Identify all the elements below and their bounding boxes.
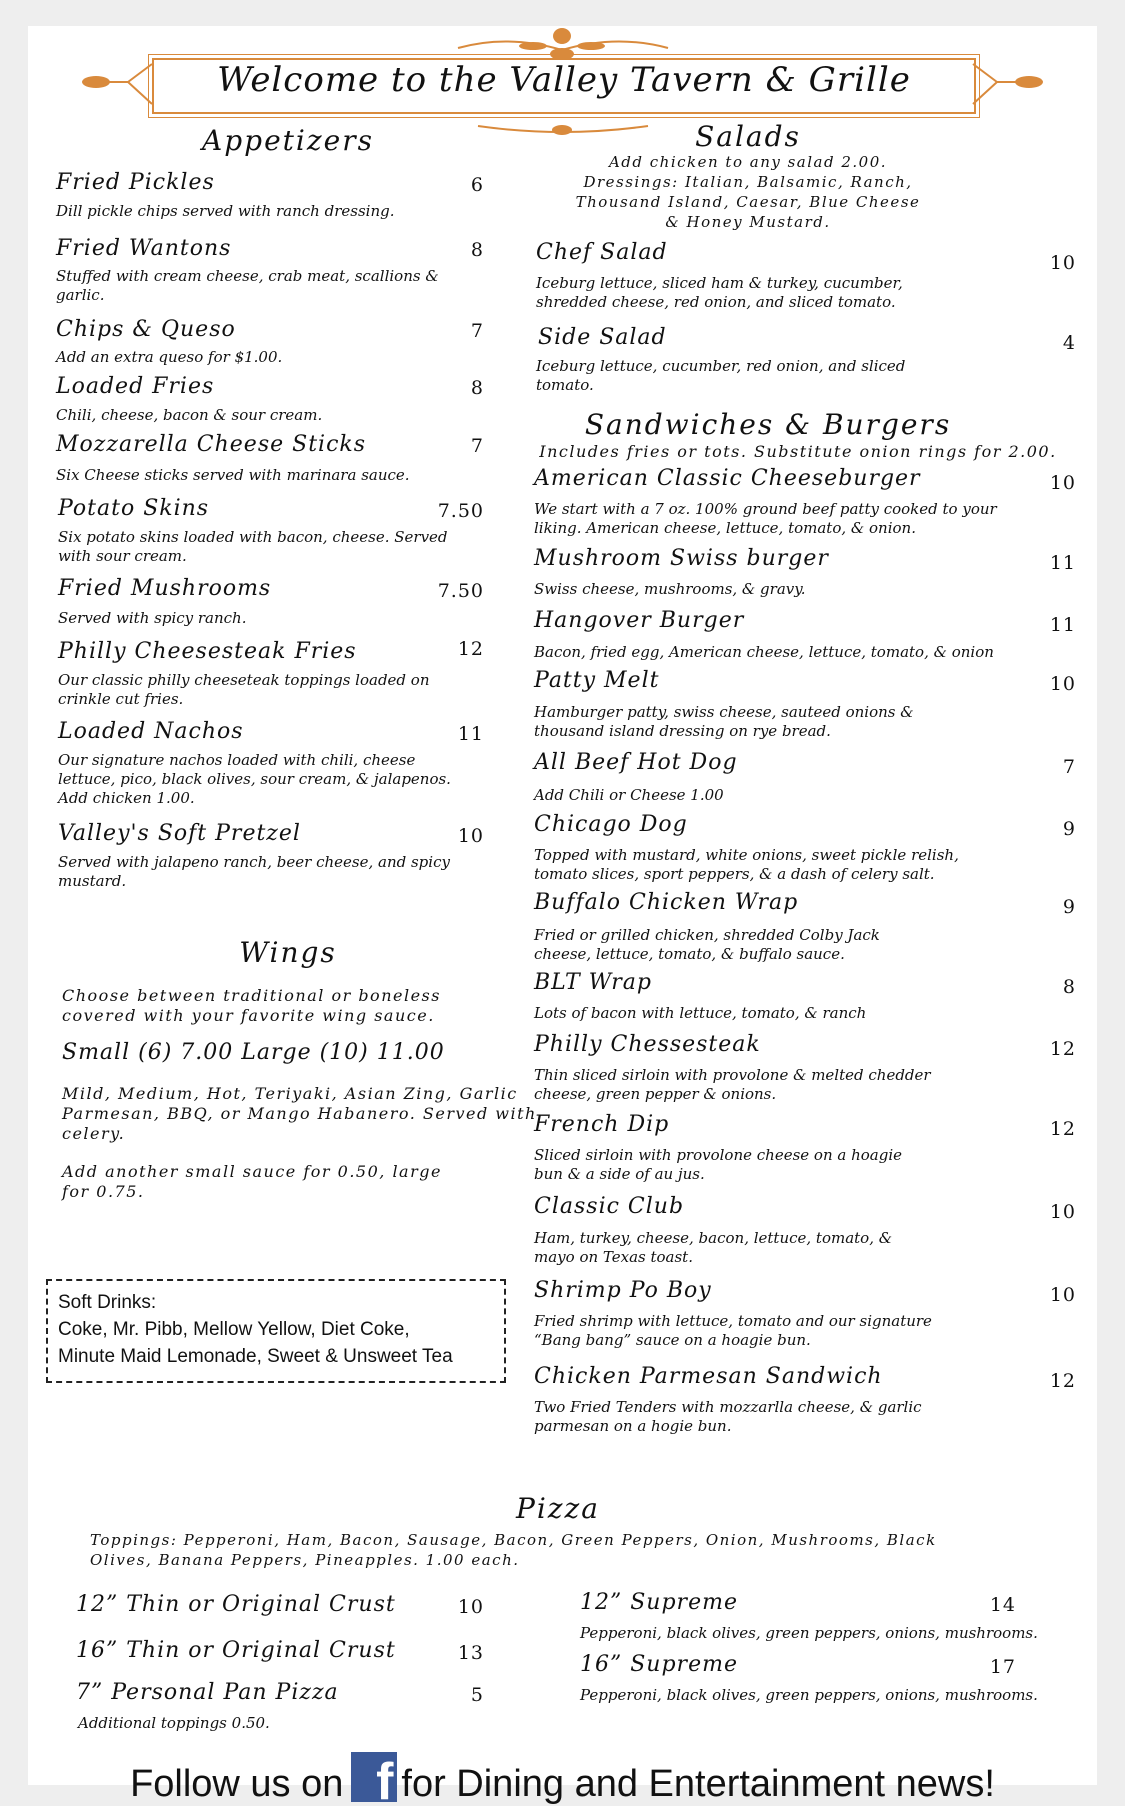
footer-banner [28, 1752, 1097, 1806]
soft-drinks-line: Coke, Mr. Pibb, Mellow Yellow, Diet Coke, [58, 1319, 410, 1340]
footer-text-after: for Dining and Entertainment news! [401, 1763, 995, 1805]
wings-extra: Add another small sauce for 0.50, large for 0.75. [62, 1162, 442, 1201]
sandwiches-note: Includes fries or tots. Substitute onion rings for 2.00. [539, 442, 1057, 461]
pizza-note: Toppings: Pepperoni, Ham, Bacon, Sausage, Bacon, Green Peppers, Onion, Mushrooms, Black Olives, Banana Peppers, Pineapples. 1.00 each. [90, 1531, 937, 1569]
wings-sizes: Small (6) 7.00 Large (10) 11.00 [62, 1040, 445, 1065]
menu-sheet: Welcome to the Valley Tavern & Grille Appetizers Fried Pickles 6 Dill pickle chips served with ranch dressing. Fried Wantons 8 Stuffed with cream cheese, crab meat, scallions & garlic. Chips & Queso 7 Add an extra queso for $1.00. Loaded Fries 8 Chili, cheese, bacon & sour cream. Mozzarella Cheese Sticks 7 Six Cheese sticks served with marinara sauce. Potato Skins 7.50 Six potato skins loaded with bacon, cheese. Served with sour cream. Fried Mushrooms 7.50 Served with spicy ranch. Philly Cheesesteak Fries 12 Our classic philly cheeseteak toppings loaded on crinkle cut fries. Loaded Nachos 11 Our signature nachos loaded with chili, cheese lettuce, pico, black olives, sour cream, & jalapenos. Add chicken 1.00. Valley's Soft Pretzel 10 Served with jalapeno ranch, beer cheese, and spicy mustard. Wings Choose between traditional or boneless covered with your favorite wing sauce. Small (6) 7.00 Large (10) 11.00 Mild, Medium, Hot, Teriyaki, Asian Zing, Garlic Parmesan, BBQ, or Mango Habanero. Served with celery. Add another small sauce for 0.50, large for 0.75. Soft Drinks: Coke, Mr. Pibb, Mellow Yellow, Diet Coke, Minute Maid Lemonade, Sweet & Unsweet Tea Salads Add chicken to any salad 2.00. Dressings: Italian, Balsamic, Ranch, Thousand Island, Caesar, Blue Cheese & Honey Mustard. Chef Salad 10 Iceburg lettuce, sliced ham & turkey, cucumber, shredded cheese, red onion, and sliced tomato. Side Salad 4 Iceburg lettuce, cucumber, red onion, and sliced tomato. Sandwiches & Burgers Includes fries or tots. Substitute onion rings for 2.00. American Classic Cheeseburger 10 We start with a 7 oz. 100% ground beef patty cooked to your liking. American cheese, lettuce, tomato, & onion. Mushroom Swiss burger 11 Swiss cheese, mushrooms, & gravy. Hangover Burger 11 Bacon, fried egg, American cheese, lettuce, tomato, & onion Patty Melt 10 Hamburger patty, swiss cheese, sauteed onions & thousand island dressing on rye bread. All Beef Hot Dog 7 Add Chili or Cheese 1.00 Chicago Dog 9 Topped with mustard, white onions, sweet pickle relish, tomato slices, sport peppers, & a dash of celery salt. Buffalo Chicken Wrap 9 Fried or grilled chicken, shredded Colby Jack cheese, lettuce, tomato, & buffalo sauce. BLT Wrap 8 Lots of bacon with lettuce, tomato, & ranch Philly Chessesteak 12 Thin sliced sirloin with provolone & melted chedder cheese, green pepper & onions. French Dip 12 Sliced sirloin with provolone cheese on a hoagie bun & a side of au jus. Classic Club 10 Ham, turkey, cheese, bacon, lettuce, tomato, & mayo on Texas toast. Shrimp Po Boy 10 Fried shrimp with lettuce, tomato and our signature “Bang bang” sauce on a hoagie bun. Chicken Parmesan Sandwich 12 Two Fried Tenders with mozzarlla cheese, & garlic parmesan on a hogie bun. Pizza Toppings: Pepperoni, Ham, Bacon, Sausage, Bacon, Green Peppers, Onion, Mushrooms, Black Olives, Banana Peppers, Pineapples. 1.00 each. 12” Thin or Original Crust 10 16” Thin or Original Crust 13 7” Personal Pan Pizza 5 Additional toppings 0.50. 12” Supreme 14 Pepperoni, black olives, green peppers, onions, mushrooms. 16” Supreme 17 Pepperoni, black olives, green peppers, onions, mushrooms. Follow us on f for Dining and Entertainment news! [28, 26, 1097, 1785]
pizza-title: Pizza [516, 1492, 600, 1525]
wings-intro: Choose between traditional or boneless covered with your favorite wing sauce. [62, 986, 441, 1025]
wings-title: Wings [239, 936, 337, 969]
footer-text-before: Follow us on [130, 1763, 344, 1805]
sandwiches-title: Sandwiches & Burgers [584, 408, 952, 441]
wings-sauces: Mild, Medium, Hot, Teriyaki, Asian Zing, Garlic Parmesan, BBQ, or Mango Habanero. Served with celery. [62, 1084, 537, 1143]
soft-drinks-title: Soft Drinks: [58, 1292, 157, 1313]
salads-note: Add chicken to any salad 2.00. Dressings: Italian, Balsamic, Ranch, Thousand Island, Caesar, Blue Cheese & Honey Mustard. [575, 153, 921, 231]
soft-drinks-box [46, 1279, 506, 1383]
page-title: Welcome to the Valley Tavern & Grille [217, 60, 911, 100]
soft-drinks-line: Minute Maid Lemonade, Sweet & Unsweet Tea [58, 1346, 453, 1367]
salads-title: Salads [695, 120, 801, 153]
facebook-icon[interactable]: f [351, 1752, 397, 1802]
appetizers-title: Appetizers [202, 124, 374, 157]
